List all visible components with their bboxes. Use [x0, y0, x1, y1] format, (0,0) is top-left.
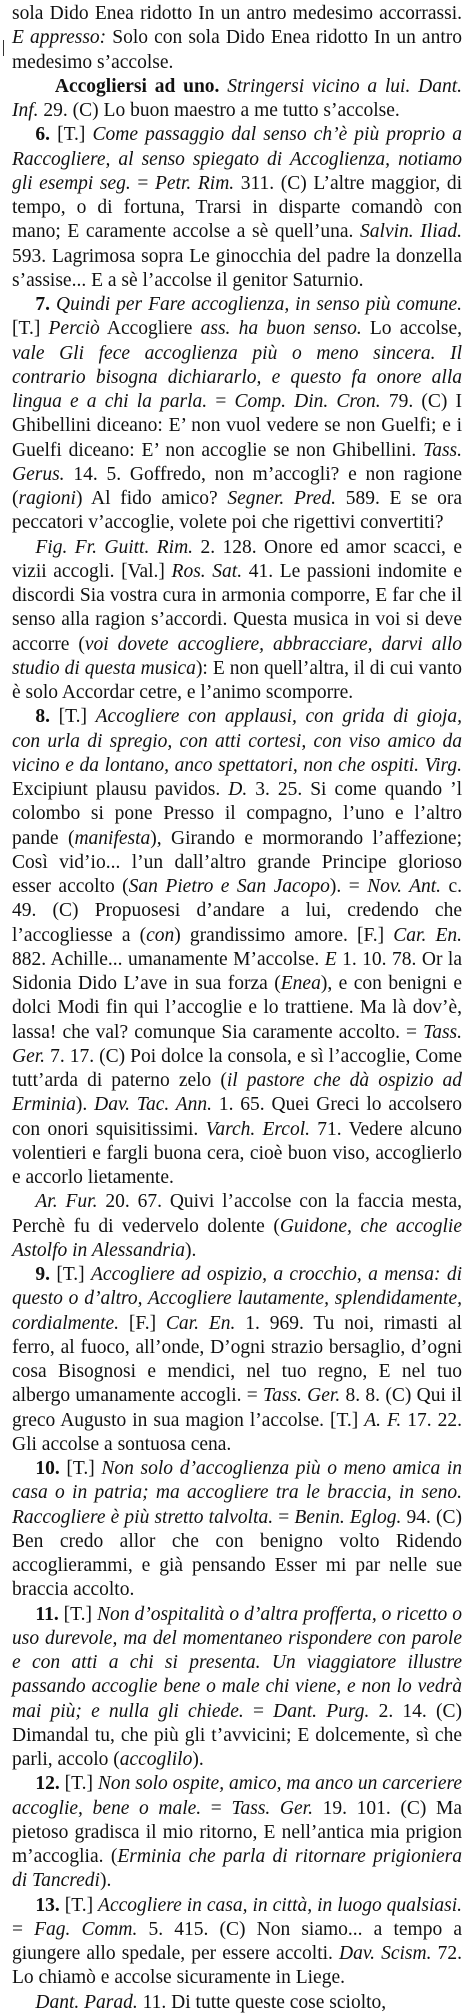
body-text: [T.]: [59, 1773, 98, 1795]
entry-heading: 13.: [35, 1894, 60, 1916]
entry-heading: Accogliersi ad uno.: [54, 75, 220, 97]
italic-text: Car. En.: [393, 924, 462, 946]
italic-text: Tass. Ger.: [231, 1797, 313, 1819]
entry-heading: 9.: [35, 1264, 51, 1285]
italic-text: Erminia che parla di ritornare prigioniera di Tancredi: [12, 1846, 462, 1892]
entry-heading: 8.: [35, 706, 51, 728]
italic-text: ass. ha buon senso.: [200, 318, 362, 340]
italic-text: Perciò: [48, 318, 100, 340]
italic-text: Ar. Fur.: [35, 1191, 98, 1213]
body-text: ).: [99, 1870, 112, 1892]
body-text: 311. (C) L’altre maggior, di tempo, o di fortuna, Trarsi in disparte comandò con mano; E caramente accolse a sè quell’una.: [12, 172, 463, 243]
entry-paragraph: [12, 2, 462, 75]
italic-text: voi dovete accogliere, abbracciare, darvi allo studio di questa musica: [12, 633, 462, 679]
entry-heading: 7.: [35, 294, 51, 315]
italic-text: manifesta: [74, 827, 151, 849]
body-text: 94. (C) Ben credo allor che con benigno volto Ridendo accoglierammi, e già pensando Esser mi par nelle sue braccia accolto.: [12, 1506, 462, 1601]
body-text: 1. 65. Quei Greci lo accolsero con onori squisitissimi.: [12, 1094, 463, 1140]
italic-text: Varch. Ercol.: [205, 1118, 310, 1140]
entry-paragraph: [12, 1457, 462, 1603]
body-text: Excipiunt plausu pavidos.: [12, 779, 229, 800]
italic-text: Salvin. Iliad.: [360, 221, 462, 243]
body-text: ).: [75, 1094, 95, 1116]
italic-text: Accogliere in casa, in città, in luogo qualsiasi.: [98, 1894, 462, 1916]
body-text: 17. 22. Gli accolse a sontuosa cena.: [12, 1409, 462, 1455]
body-text: ), e con benigni e dolci Modi fin qui l’accoglie e lo trattiene. Ma là dov’è, lassa! che val? comunque Sia caramente accolto. =: [12, 973, 463, 1043]
body-text: 8. 8. (C) Qui il greco Augusto in sua magion l’accolse. [T.]: [12, 1385, 462, 1431]
entry-paragraph: [12, 1190, 462, 1263]
entry-paragraph: [12, 536, 462, 706]
body-text: 72. Lo chiamò e accolse sicuramente in Liege.: [12, 1943, 463, 1989]
body-text: ): E non quell’altra, il di cui vanto è solo Accordar cetre, e l’animo scomporre.: [12, 657, 462, 703]
body-text: Lo accolse,: [361, 318, 462, 340]
body-text: [T.]: [58, 1603, 97, 1625]
italic-text: Dav. Scism.: [339, 1943, 432, 1964]
body-text: 29. (C) Lo buon maestro a me tutto s’accolse.: [38, 100, 400, 121]
italic-text: Guidone, che accoglie Astolfo in Alessandria: [12, 1215, 463, 1261]
italic-text: Tass. Ger.: [12, 1021, 462, 1067]
body-text: Solo con sola Dido Enea ridotto In un antro medesimo s’accolse.: [12, 27, 462, 73]
body-text: =: [12, 1918, 35, 1940]
italic-text: vale Gli fece accoglienza più o meno sincera. Il contrario bisogna dichiararlo, e questo fa onore alla lingua e a chi la parla.: [12, 342, 462, 412]
entry-paragraph: [12, 1894, 462, 1991]
body-text: 3. 25. Si come quando ’l colombo si pone Presso il compagno, l’uno e l’altro pande (: [12, 779, 462, 849]
italic-text: con: [146, 924, 175, 946]
body-text: 71. Vedere alcuno volentieri e fargli buona cera, cioè buon viso, accoglierlo e accorlo lietamente.: [12, 1118, 462, 1188]
body-text: Accogliere: [99, 318, 201, 340]
body-text: 11. Di tutte queste cose sciolto,: [137, 1991, 387, 2013]
entry-heading: 12.: [35, 1773, 60, 1795]
entry-paragraph: [12, 705, 462, 1190]
entry-paragraph: [12, 1991, 462, 2015]
italic-text: ragioni: [18, 488, 76, 509]
entry-heading: 10.: [35, 1458, 60, 1479]
body-text: 589. E se ora peccatori v’accoglie, volete poi che rigettivi convertiti?: [12, 488, 462, 534]
entry-heading: 11.: [35, 1603, 59, 1625]
body-text: 882. Achille... umanamente M’accolse.: [12, 948, 325, 970]
italic-text: Dant. Purg.: [273, 1700, 370, 1722]
body-text: ). =: [329, 876, 368, 897]
text-column: [12, 2, 462, 2015]
italic-text: Accogliere ad ospizio, a crocchio, a mensa: di questo o d’altro, Accogliere lautamente, splendidamente, cordialmente.: [12, 1264, 463, 1334]
body-text: =: [207, 391, 235, 412]
body-text: =: [243, 1700, 274, 1722]
body-text: [T.]: [50, 1264, 91, 1285]
body-text: [T.]: [50, 706, 96, 728]
italic-text: Petr. Rim.: [154, 172, 235, 194]
italic-text: Fag. Comm.: [34, 1918, 138, 1940]
body-text: 1. 969. Tu noi, rimasti al ferro, al fuoco, all’onde, D’ogni strazio bersaglio, d’ogni cosa Bisognosi e mendici, nel tuo regno, E nel tuo albergo umanamente accogli. =: [12, 1312, 462, 1407]
body-text: ) Al fido amico?: [75, 488, 228, 509]
body-text: ), Girando e mormorando l’affezione; Così vid’io... l’un dall’altro grande Principe glorioso esser accolto (: [12, 827, 462, 897]
italic-text: Tass. Gerus.: [12, 439, 462, 485]
italic-text: Benin. Eglog.: [294, 1506, 402, 1528]
entry-paragraph: [12, 1772, 462, 1893]
entry-paragraph: [12, 75, 462, 124]
italic-text: Non d’ospitalità o d’altra profferta, o ricetto o uso durevole, ma del momentaneo rispondere con parole e con atti a chi si presenta. Un viaggiatore illustre passando accoglie bene o male chi viene, e non lo vedrà mai più; e nulla gli chiede.: [12, 1603, 463, 1722]
body-text: c. 49. (C) Propuosesi d’andare a lui, credendo che l’accogliesse a (: [12, 876, 462, 946]
italic-text: Segner. Pred.: [227, 488, 336, 509]
margin-rule: [3, 40, 4, 56]
body-text: 79. (C) I Ghibellini diceano: E’ non vuol vedere se non Guelfi; e i Guelfi diceano: E’ non accoglie se non Ghibellini.: [12, 391, 462, 461]
body-text: [T.]: [50, 124, 93, 146]
italic-text: Dant. Parad.: [35, 1991, 138, 2013]
italic-text: Nov. Ant.: [367, 876, 442, 897]
entry-paragraph: [12, 123, 462, 293]
body-text: [T.]: [59, 1458, 102, 1479]
body-text: [F.]: [119, 1312, 166, 1334]
italic-text: Dav. Tac. Ann.: [94, 1094, 212, 1116]
body-text: ) grandissimo amore. [F.]: [174, 924, 394, 946]
italic-text: Comp. Din. Cron.: [234, 391, 381, 412]
italic-text: Tass. Ger.: [263, 1385, 341, 1407]
entry-heading: 6.: [35, 124, 51, 146]
body-text: =: [130, 172, 155, 194]
italic-text: Non solo ospite, amico, ma anco un carceriere accoglie, bene o male.: [12, 1773, 463, 1819]
body-text: 2. 128. Onore ed amor scacci, e vizii accogli. [Val.]: [12, 536, 462, 582]
body-text: 19. 101. (C) Ma pietoso gradisca il mio ritorno, E nell’antica mia prigion m’accoglia. (: [12, 1797, 462, 1867]
body-text: [T.]: [59, 1894, 99, 1916]
body-text: 1. 10. 78. Or la Sidonia Dido L’ave in sua forza (: [12, 948, 463, 994]
body-text: 20. 67. Quivi l’accolse con la faccia mesta, Perchè fu di vedervelo dolente (: [12, 1191, 462, 1237]
entry-paragraph: [12, 293, 462, 536]
italic-text: il pastore che dà ospizio ad Erminia: [12, 1070, 462, 1116]
body-text: 593. Lagrimosa sopra Le ginocchia del padre la donzella s’assise... E a sè l’accolse il genitor Saturnio.: [12, 245, 462, 291]
italic-text: San Pietro e San Jacopo: [128, 876, 330, 897]
body-text: sola Dido Enea ridotto In un antro medesimo accorrassi.: [12, 3, 462, 24]
italic-text: Accogliere con applausi, con grida di gioja, con urla di spregio, con atti cortesi, con viso amico da vicino e da lontano, anco spettatori, non che ospiti. Virg.: [12, 706, 462, 776]
italic-text: Non solo d’accoglienza più o meno amica in casa o in patria; ma accogliere tra le braccia, in seno. Raccogliere è più stretto talvolta.: [12, 1458, 463, 1528]
body-text: 2. 14. (C) Dimandal tu, che più gli t’avvicini; E dolcemente, sì che parli, accolo (: [12, 1700, 463, 1770]
body-text: ).: [192, 1749, 204, 1770]
italic-text: Car. En.: [165, 1312, 236, 1334]
body-text: 7. 17. (C) Poi dolce la consola, e sì l’accoglie, Come tutt’arda di paterno zelo (: [12, 1045, 462, 1091]
italic-text: Quindi per Fare accoglienza, in senso più comune.: [55, 294, 463, 315]
italic-text: Come passaggio dal senso ch’è più proprio a Raccogliere, al senso spiegato di Accoglienza, notiamo gli esempi seg.: [12, 124, 463, 194]
italic-text: Fig. Fr. Guitt. Rim.: [35, 536, 194, 558]
italic-text: A. F.: [364, 1409, 402, 1431]
italic-text: Enea: [280, 973, 321, 994]
body-text: 41. Le passioni indomite e discordi Sia vostra cura in armonia comporre, E far che il senso alla ragion s’accordi. Questa musica in voi si deve accorre (: [12, 560, 463, 655]
body-text: ).: [185, 1239, 197, 1261]
italic-text: E: [324, 948, 337, 970]
italic-text: accoglilo: [119, 1749, 193, 1770]
body-text: =: [273, 1506, 295, 1528]
entry-paragraph: [12, 1263, 462, 1457]
body-text: =: [201, 1797, 232, 1819]
italic-text: E appresso:: [12, 27, 107, 49]
entry-paragraph: [12, 1603, 462, 1773]
italic-text: Ros. Sat.: [171, 560, 243, 582]
body-text: 14. 5. Goffredo, non m’accogli? e non ragione (: [12, 463, 462, 509]
italic-text: D.: [228, 779, 248, 800]
body-text: 5. 415. (C) Non siamo... a tempo a giungere allo spedale, per essere accolti.: [12, 1918, 462, 1964]
italic-text: Stringersi vicino a lui. Dant. Inf.: [12, 75, 463, 121]
body-text: [T.]: [12, 318, 49, 340]
